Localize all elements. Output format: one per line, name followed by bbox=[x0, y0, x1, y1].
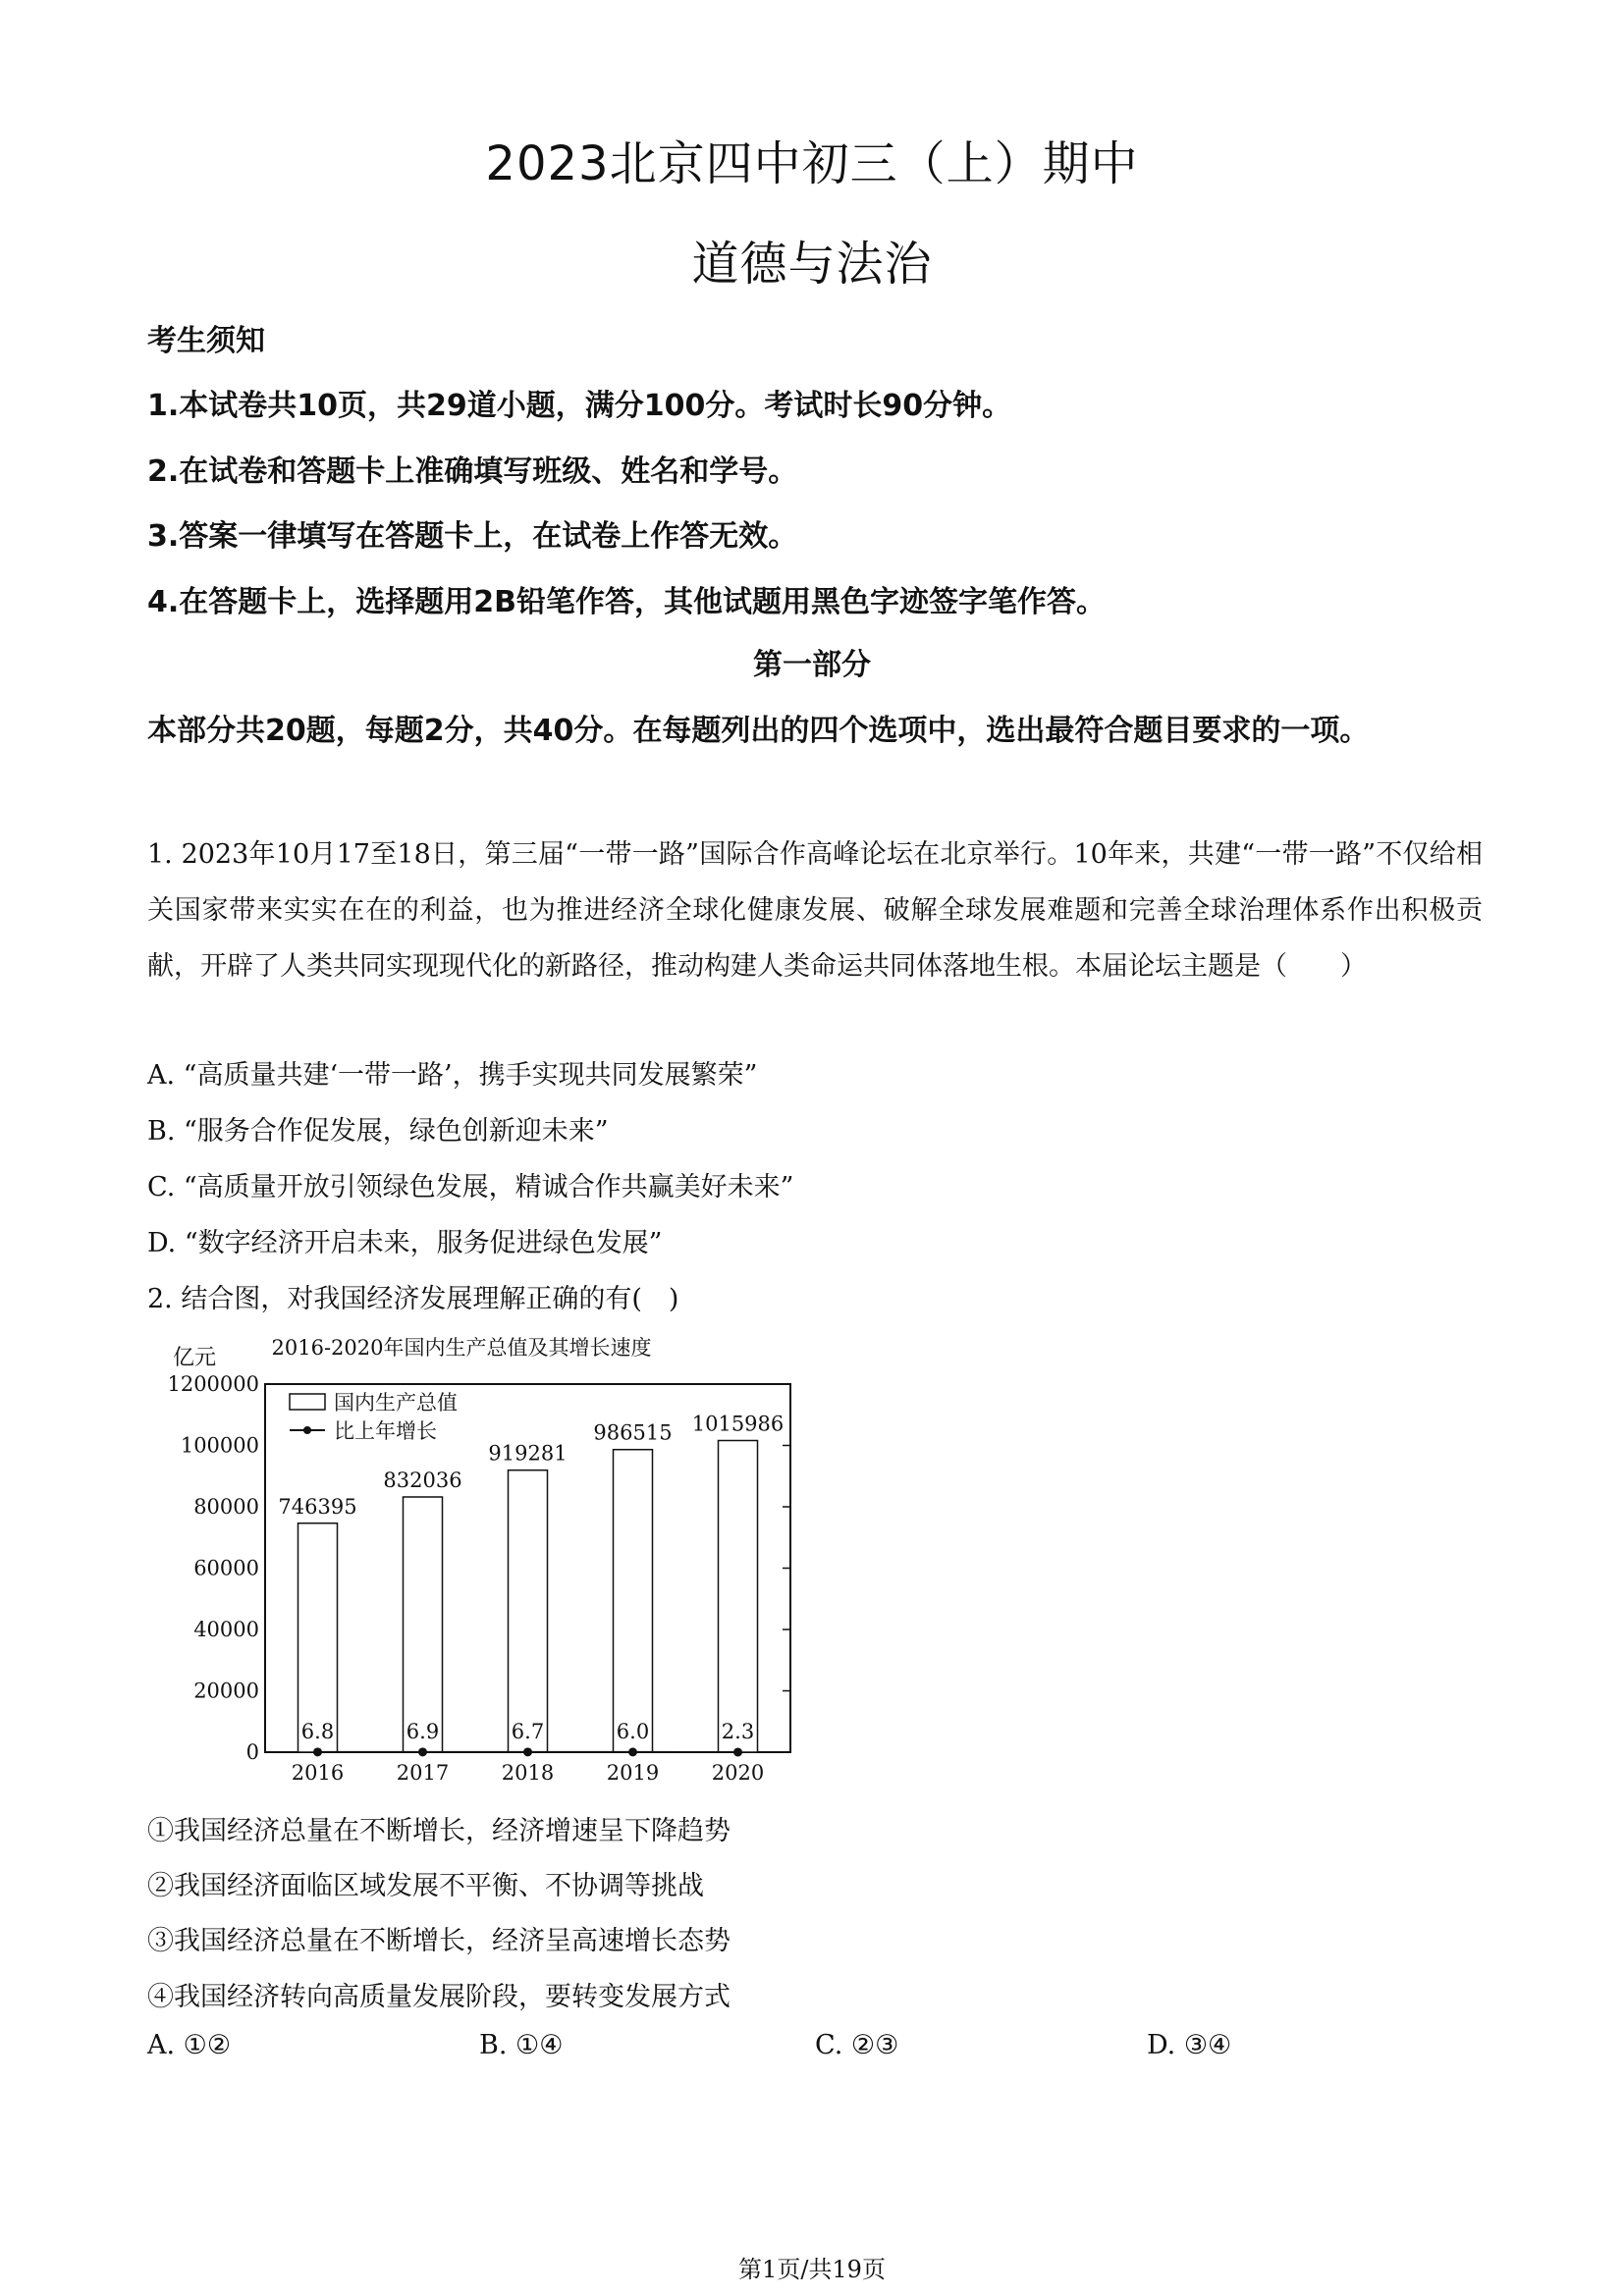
question-1-option-c: C. “高质量开放引领绿色发展，精诚合作共赢美好未来” bbox=[147, 1172, 794, 1202]
exam-title: 2023北京四中初三（上）期中 bbox=[485, 136, 1139, 191]
growth-point bbox=[313, 1747, 322, 1756]
question-2-statement-3: ③我国经济总量在不断增长，经济呈高速增长态势 bbox=[147, 1926, 731, 1956]
growth-point-label: 6.7 bbox=[511, 1719, 545, 1743]
gdp-bar bbox=[404, 1497, 443, 1752]
y-tick-label: 1200000 bbox=[167, 1372, 259, 1396]
growth-point bbox=[628, 1747, 637, 1756]
legend-line-marker bbox=[303, 1426, 311, 1434]
question-2-statement-1: ①我国经济总量在不断增长，经济增速呈下降趋势 bbox=[147, 1816, 731, 1846]
gdp-bar bbox=[509, 1470, 548, 1752]
notice-item: 1.本试卷共10页，共29道小题，满分100分。考试时长90分钟。 bbox=[147, 389, 1012, 423]
x-tick-label: 2020 bbox=[711, 1761, 765, 1785]
y-tick-label: 40000 bbox=[193, 1618, 259, 1641]
question-1-stem: 1. 2023年10月17至18日，第三届“一带一路”国际合作高峰论坛在北京举行。10年来，共建“一带一路”不仅给相关国家带来实实在在的利益，也为推进经济全球化健康发展、破解全球发展难题和完善全球治理体系作出积极贡献，开辟了人类共同实现现代化的新路径，推动构建人类命运共同体落地生根。本届论坛主题是（ ） bbox=[147, 839, 1483, 982]
legend-bar-swatch bbox=[290, 1394, 325, 1410]
question-2-answer-b: B. ①④ bbox=[479, 2030, 564, 2060]
y-tick-label: 60000 bbox=[193, 1556, 259, 1580]
notice-item: 3.答案一律填写在答题卡上，在试卷上作答无效。 bbox=[147, 519, 798, 554]
question-1-option-b: B. “服务合作促发展，绿色创新迎未来” bbox=[147, 1116, 609, 1147]
y-tick-label: 80000 bbox=[193, 1495, 259, 1519]
y-tick-label: 100000 bbox=[180, 1433, 259, 1458]
question-1-option-a: A. “高质量共建‘一带一路’，携手实现共同发展繁荣” bbox=[147, 1060, 758, 1091]
y-tick-label: 20000 bbox=[193, 1679, 259, 1703]
gdp-bar bbox=[298, 1523, 338, 1752]
question-2-statement-4: ④我国经济转向高质量发展阶段，要转变发展方式 bbox=[147, 1982, 731, 2012]
x-tick-label: 2018 bbox=[501, 1761, 555, 1785]
question-2-answer-c: C. ②③ bbox=[815, 2030, 899, 2060]
growth-point-label: 6.8 bbox=[300, 1719, 335, 1743]
part-heading: 第一部分 bbox=[753, 648, 871, 682]
x-tick-label: 2016 bbox=[291, 1761, 345, 1785]
question-2-answer-a: A. ①② bbox=[147, 2030, 232, 2060]
notice-heading: 考生须知 bbox=[147, 324, 265, 358]
gdp-bar-label: 919281 bbox=[488, 1441, 568, 1466]
growth-point-label: 6.0 bbox=[616, 1719, 650, 1743]
y-tick-label: 0 bbox=[245, 1740, 259, 1764]
x-tick-label: 2017 bbox=[396, 1761, 450, 1785]
notice-item: 2.在试卷和答题卡上准确填写班级、姓名和学号。 bbox=[147, 454, 798, 489]
question-1-option-d: D. “数字经济开启未来，服务促进绿色发展” bbox=[147, 1228, 663, 1258]
chart-title: 2016-2020年国内生产总值及其增长速度 bbox=[271, 1336, 652, 1360]
question-2-statement-2: ②我国经济面临区域发展不平衡、不协调等挑战 bbox=[147, 1871, 704, 1901]
growth-point bbox=[733, 1747, 742, 1756]
notice-item: 4.在答题卡上，选择题用2B铅笔作答，其他试题用黑色字迹签字笔作答。 bbox=[147, 585, 1107, 619]
gdp-chart bbox=[137, 1325, 805, 1796]
page-number: 第1页/共19页 bbox=[738, 2256, 886, 2283]
gdp-bar-label: 746395 bbox=[278, 1494, 357, 1519]
legend-bar-label: 国内生产总值 bbox=[334, 1391, 458, 1415]
gdp-bar-label: 832036 bbox=[383, 1468, 462, 1492]
question-2-answer-d: D. ③④ bbox=[1147, 2030, 1232, 2060]
x-tick-label: 2019 bbox=[606, 1761, 660, 1785]
growth-point-label: 6.9 bbox=[406, 1719, 440, 1743]
gdp-bar-label: 1015986 bbox=[691, 1412, 785, 1436]
gdp-bar bbox=[614, 1450, 653, 1752]
part-description: 本部分共20题，每题2分，共40分。在每题列出的四个选项中，选出最符合题目要求的一项。 bbox=[147, 714, 1370, 748]
y-axis-label: 亿元 bbox=[173, 1346, 217, 1370]
question-2-stem: 2. 结合图，对我国经济发展理解正确的有( ) bbox=[147, 1284, 679, 1314]
legend-line-label: 比上年增长 bbox=[334, 1419, 437, 1443]
subject-title: 道德与法治 bbox=[691, 237, 933, 292]
gdp-bar-label: 986515 bbox=[593, 1420, 673, 1445]
legend bbox=[290, 1391, 458, 1443]
growth-point bbox=[523, 1747, 532, 1756]
growth-point bbox=[418, 1747, 427, 1756]
growth-point-label: 2.3 bbox=[721, 1719, 755, 1743]
gdp-bar bbox=[719, 1441, 758, 1752]
